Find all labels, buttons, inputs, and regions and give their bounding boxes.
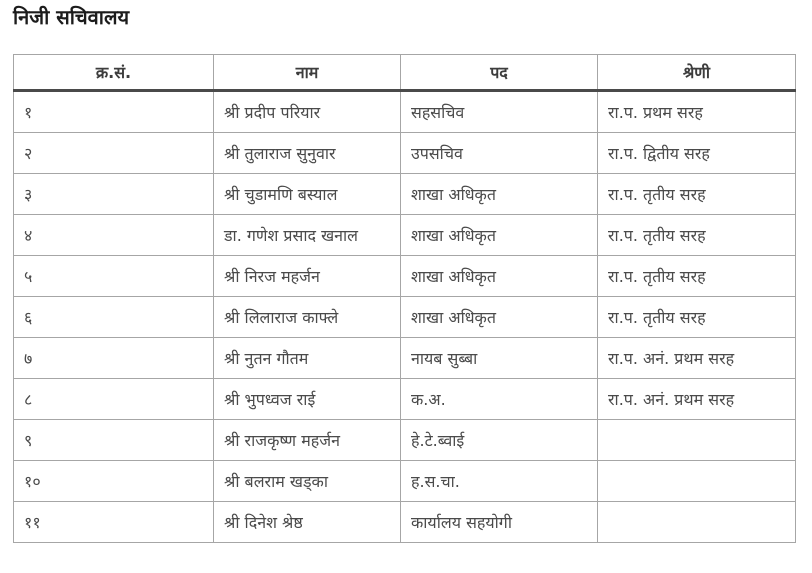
table-cell: ११ [14,502,214,543]
table-cell: श्री भुपध्वज राई [214,379,401,420]
table-cell: रा.प. अनं. प्रथम सरह [598,338,796,379]
column-header-serial-number: क्र.सं. [14,55,214,91]
table-cell: क.अ. [401,379,598,420]
table-cell: डा. गणेश प्रसाद खनाल [214,215,401,256]
table-cell: हे.टे.ब्वाई [401,420,598,461]
table-row [14,215,796,256]
table-row [14,91,796,133]
table-cell: ८ [14,379,214,420]
table-cell [598,420,796,461]
table-row [14,420,796,461]
table-row [14,338,796,379]
table-cell [598,461,796,502]
table-cell: १० [14,461,214,502]
table-row [14,461,796,502]
column-header-name: नाम [214,55,401,91]
table-cell: रा.प. प्रथम सरह [598,91,796,133]
page-title: निजी सचिवालय [13,5,130,29]
table-cell: शाखा अधिकृत [401,297,598,338]
table-cell: ३ [14,174,214,215]
table-cell: ७ [14,338,214,379]
table-cell: श्री चुडामणि बस्याल [214,174,401,215]
table-cell: १ [14,91,214,133]
column-header-position: पद [401,55,598,91]
table-cell: रा.प. तृतीय सरह [598,215,796,256]
table-cell: श्री तुलाराज सुनुवार [214,133,401,174]
table-body [14,91,796,543]
table-row [14,502,796,543]
table-row [14,379,796,420]
table-cell: ४ [14,215,214,256]
table-cell: ९ [14,420,214,461]
table-cell: ६ [14,297,214,338]
table-cell: सहसचिव [401,91,598,133]
table-cell: शाखा अधिकृत [401,256,598,297]
staff-table [13,54,796,543]
table-cell: शाखा अधिकृत [401,174,598,215]
table-cell: ह.स.चा. [401,461,598,502]
table-cell: नायब सुब्बा [401,338,598,379]
table-cell: श्री बलराम खड्का [214,461,401,502]
table-cell: श्री राजकृष्ण महर्जन [214,420,401,461]
table-cell: रा.प. तृतीय सरह [598,174,796,215]
table-cell: रा.प. तृतीय सरह [598,256,796,297]
table-cell: २ [14,133,214,174]
column-header-grade: श्रेणी [598,55,796,91]
table-cell: ५ [14,256,214,297]
table-cell: कार्यालय सहयोगी [401,502,598,543]
table-header-row [14,55,796,91]
table-cell: रा.प. द्वितीय सरह [598,133,796,174]
table-cell: श्री नुतन गौतम [214,338,401,379]
table-cell: रा.प. अनं. प्रथम सरह [598,379,796,420]
table-cell: शाखा अधिकृत [401,215,598,256]
table-cell: श्री निरज महर्जन [214,256,401,297]
table-cell: श्री दिनेश श्रेष्ठ [214,502,401,543]
table-row [14,256,796,297]
table-row [14,174,796,215]
table-cell: श्री प्रदीप परियार [214,91,401,133]
table-cell [598,502,796,543]
table-row [14,133,796,174]
table-row [14,297,796,338]
table-cell: श्री लिलाराज काफ्ले [214,297,401,338]
table-cell: रा.प. तृतीय सरह [598,297,796,338]
table-cell: उपसचिव [401,133,598,174]
